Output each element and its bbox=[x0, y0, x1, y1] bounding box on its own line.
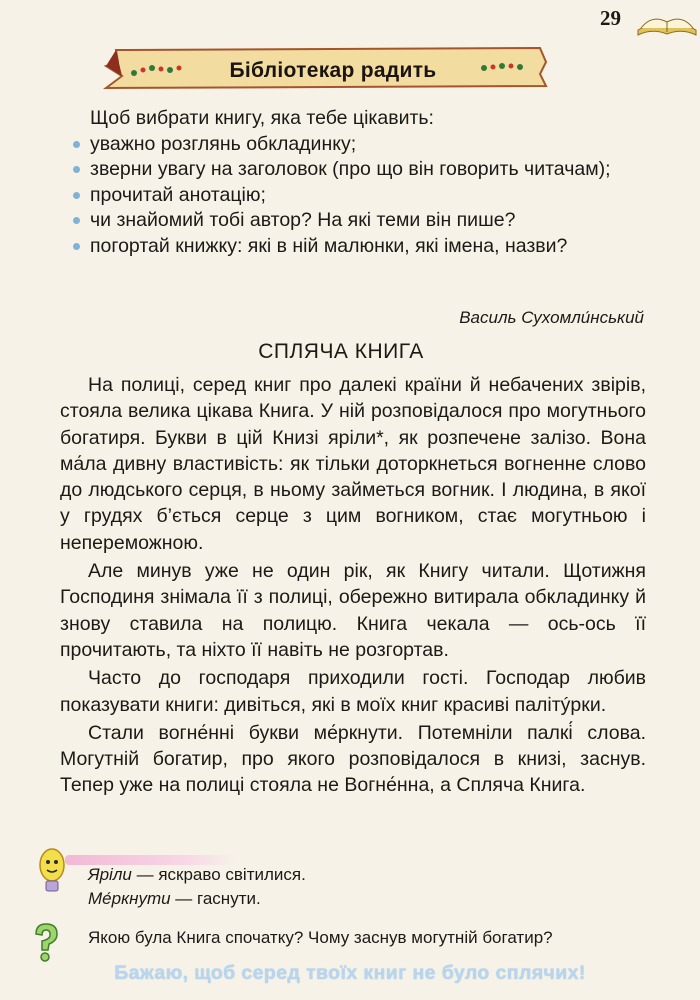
glossary-box bbox=[35, 845, 655, 915]
story-text bbox=[60, 372, 646, 801]
list-item bbox=[70, 234, 660, 260]
story-title: СПЛЯЧА КНИГА bbox=[258, 340, 424, 363]
list-item bbox=[70, 208, 660, 234]
open-book-icon bbox=[636, 8, 698, 38]
list-item bbox=[70, 183, 660, 209]
list-item-text: уважно розглянь обкладинку; bbox=[90, 132, 357, 155]
question-text: Якою була Книга спочатку? Чому заснув могутній богатир? bbox=[88, 928, 553, 947]
motto: Бажаю, щоб серед твоїх книг не було сплячих! bbox=[114, 962, 586, 984]
list-item-text: чи знайомий тобі автор? На які теми він пише? bbox=[90, 209, 516, 231]
lightbulb-icon bbox=[35, 845, 69, 897]
banner-title: Бібліотекар радить bbox=[229, 59, 437, 82]
glossary-stripe bbox=[65, 855, 235, 865]
glossary-entry bbox=[88, 889, 261, 909]
bullet-icon bbox=[73, 166, 80, 173]
list-item bbox=[70, 132, 660, 158]
glossary-definition: — гаснути. bbox=[170, 889, 261, 908]
bullet-icon bbox=[73, 141, 80, 148]
librarian-banner bbox=[100, 40, 550, 104]
list-item-text: зверни увагу на заголовок (про що він говорить читачам); bbox=[90, 158, 611, 180]
page-number: 29 bbox=[600, 6, 621, 30]
list-item-text: погортай книжку: які в ній малюнки, які імена, назви? bbox=[90, 234, 568, 257]
list-item bbox=[70, 157, 660, 183]
story-paragraph: Стали вогне́нні букви ме́ркнути. Потемніли палкі́ слова. Могутній богатир, про якого розповідалося в книзі, заснув. Тепер уже на полиці стояла не Вогне́нна, а Спляча Книга. bbox=[60, 721, 646, 797]
bullet-icon bbox=[73, 217, 80, 224]
story-paragraph: Часто до господаря приходили гості. Господар любив показувати книги: дивіться, які в моїх книг красиві палітýрки. bbox=[60, 667, 646, 716]
glossary-term: Ме́ркнути bbox=[88, 889, 171, 908]
advice-block bbox=[70, 106, 660, 259]
advice-list bbox=[70, 132, 660, 260]
advice-intro: Щоб вибрати книгу, яка тебе цікавить: bbox=[90, 107, 434, 129]
story-paragraph: Але минув уже не один рік, як Книгу читали. Щотижня Господиня знімала її з полиці, обережно витирала обкладинку й знову ставила на полицю. Книга чекала — ось-ось її прочитають, та ніхто її навіть не розгортав. bbox=[60, 560, 646, 661]
author-name: Василь Сухомли́нський bbox=[459, 308, 644, 327]
question-mark-icon bbox=[30, 922, 62, 964]
glossary-term: Яріли bbox=[88, 865, 132, 884]
bullet-icon bbox=[73, 243, 80, 250]
glossary-definition: — яскраво світилися. bbox=[131, 865, 306, 884]
story-paragraph: На полиці, серед книг про далекі країни й небачених звірів, стояла велика цікава Книга. У ній розповідалося про могутнього богатиря. Букви в цій Книзі яріли*, як розпечене залізо. Вона ма́ла дивну властивість: як тільки доторкнеться вогненне слово до людського серця, в ньому займеться вогник. І людина, в якої у грудях б’ється серце з цим вогником, стає могутньою і непереможною. bbox=[60, 374, 646, 554]
bullet-icon bbox=[73, 192, 80, 199]
question-block bbox=[30, 922, 670, 958]
list-item-text: прочитай анотацію; bbox=[90, 183, 266, 206]
glossary-entry bbox=[88, 865, 306, 885]
